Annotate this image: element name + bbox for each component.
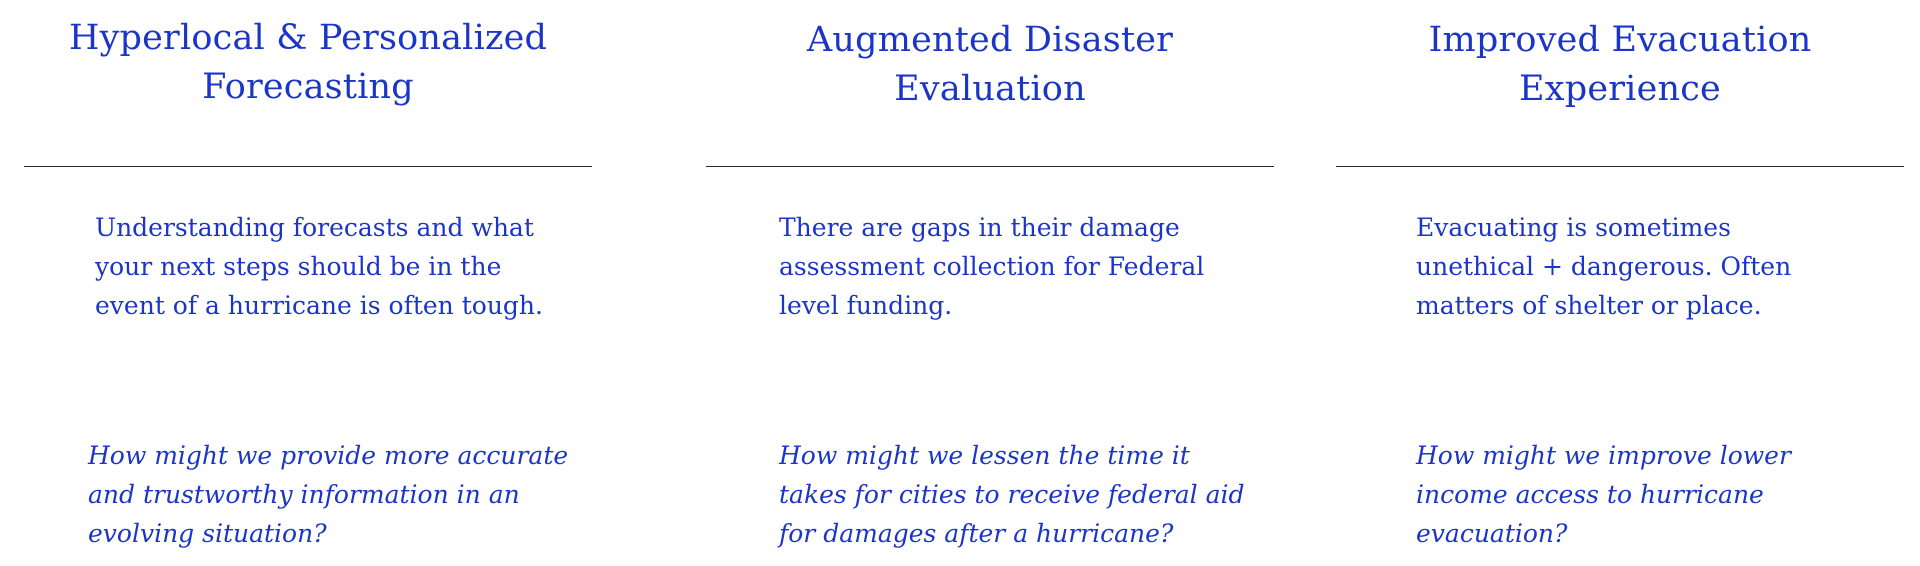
problem-description: There are gaps in their damage assessment collection for Federal level funding.: [779, 213, 1205, 320]
title-line-2: Experience: [1519, 69, 1721, 109]
title-line-1: Improved Evacuation: [1428, 20, 1812, 60]
column-evacuation-experience: [1336, 0, 1904, 566]
title-line-1: Hyperlocal & Personalized: [68, 18, 548, 58]
column-disaster-evaluation: [706, 0, 1274, 566]
column-title: [24, 14, 592, 112]
title-line-2: Forecasting: [202, 67, 414, 107]
column-title: [1336, 16, 1904, 114]
how-might-we-question: How might we lessen the time it takes for cities to receive federal aid for damages after a hurricane?: [779, 441, 1245, 548]
title-line-2: Evaluation: [894, 69, 1086, 109]
problem-description: Understanding forecasts and what your next steps should be in the event of a hurricane is often tough.: [95, 213, 543, 320]
problem-description: Evacuating is sometimes unethical + dangerous. Often matters of shelter or place.: [1416, 213, 1792, 320]
title-line-1: Augmented Disaster: [806, 20, 1174, 60]
column-title: [706, 16, 1274, 114]
column-forecasting: [24, 0, 592, 566]
divider: [24, 166, 592, 167]
how-might-we-question: How might we provide more accurate and trustworthy information in an evolving situation?: [88, 441, 569, 548]
divider: [1336, 166, 1904, 167]
divider: [706, 166, 1274, 167]
how-might-we-question: How might we improve lower income access to hurricane evacuation?: [1416, 441, 1791, 548]
